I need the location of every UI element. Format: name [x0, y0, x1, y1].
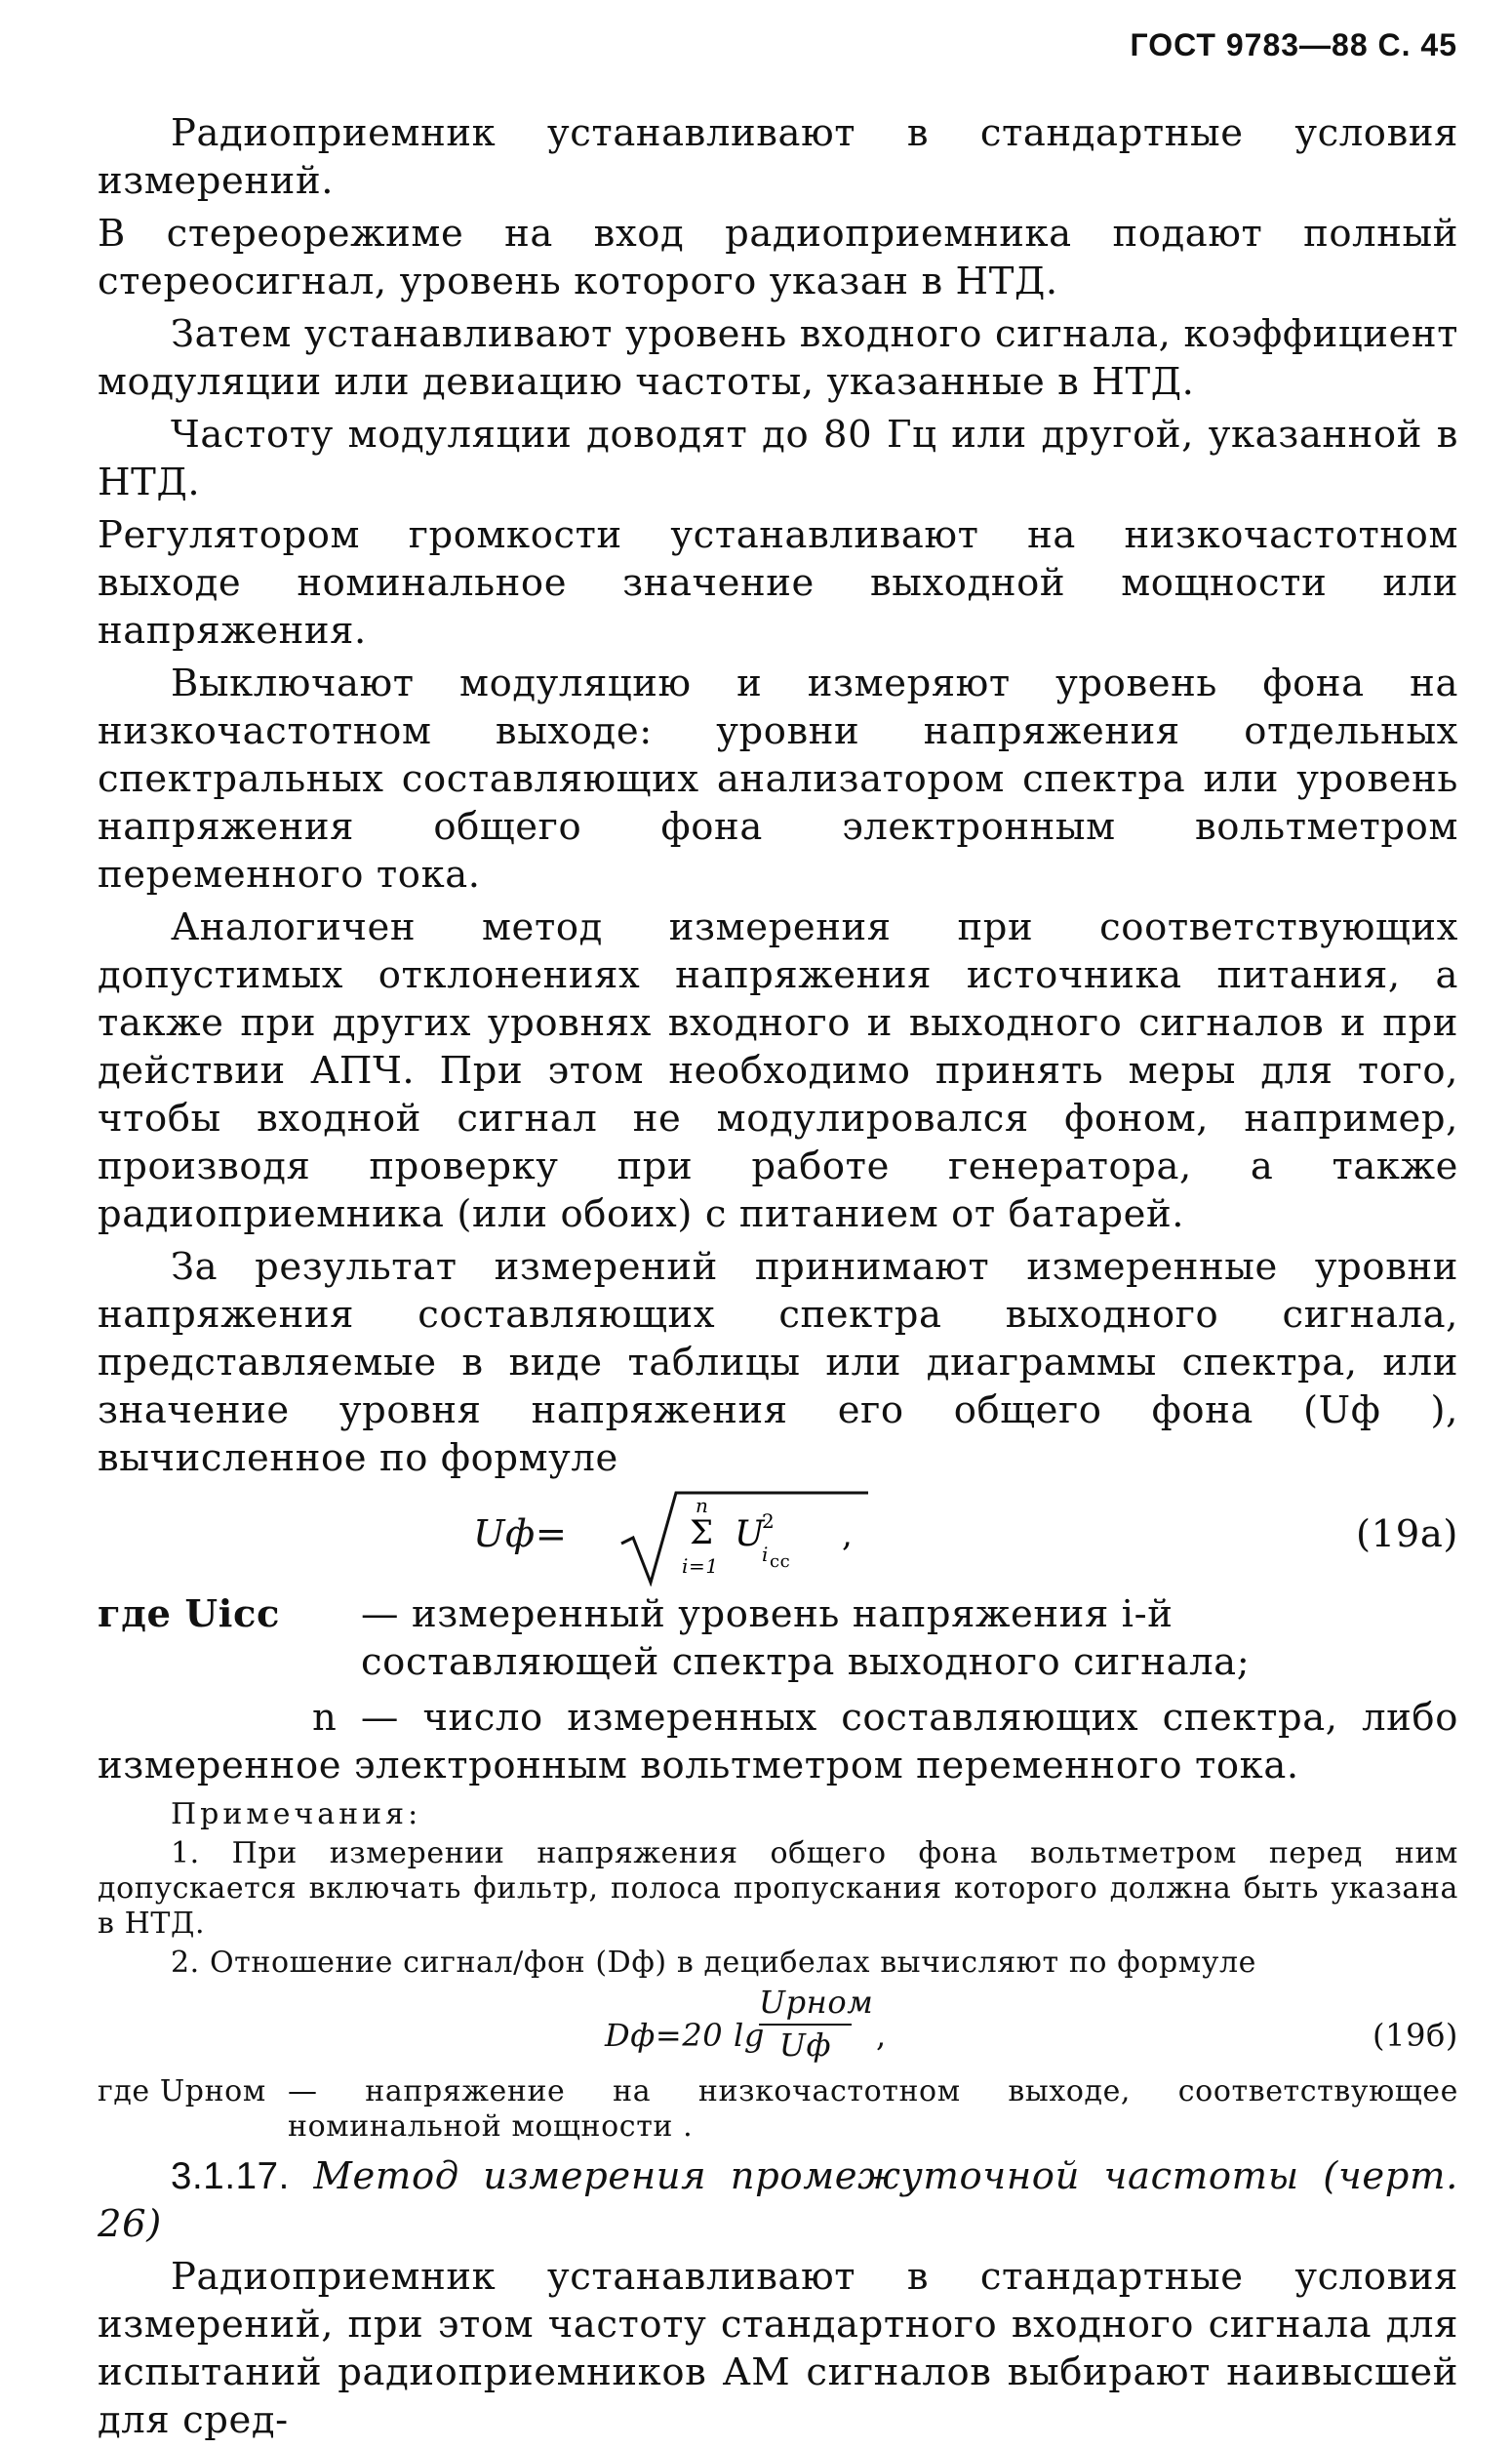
formula-explanation [98, 1590, 1458, 1694]
svg-text:U: U [735, 1514, 765, 1554]
svg-text:n: n [696, 1494, 709, 1517]
formula-19b [98, 1985, 1458, 2074]
formula-lhs: Dф=20 lg [605, 2017, 765, 2054]
page-header: ГОСТ 9783—88 С. 45 [1130, 27, 1457, 62]
formula-fraction [759, 1984, 874, 2064]
paragraph: В стереорежиме на вход радиоприемника подают полный стереосигнал, уровень которого указан в НТД. [98, 212, 1458, 303]
notes-title: Примечания: [171, 1797, 422, 1831]
paragraph: Радиоприемник устанавливают в стандартные условия измерений. [98, 111, 1458, 203]
section-number: 3.1.17. [171, 2155, 290, 2197]
section-title: Метод измерения промежуточной частоты (черт. 26) [98, 2154, 1458, 2246]
where-definition: — измеренный уровень напряжения i-й составляющей спектра выходного сигнала; [361, 1592, 1251, 1684]
svg-text:2: 2 [762, 1509, 776, 1533]
document-body [98, 109, 1458, 2449]
note-1: 1. При измерении напряжения общего фона вольтметром перед ним допускается включать фильтр, полоса пропускания которого должна быть указана в НТД. [98, 1836, 1458, 1941]
fraction-numerator: Upном [759, 1985, 852, 2026]
svg-text:i=1: i=1 [682, 1554, 719, 1578]
formula-comma: , [876, 2017, 887, 2054]
svg-text:,: , [842, 1515, 854, 1554]
svg-text:i: i [762, 1543, 769, 1566]
svg-text:cc: cc [770, 1551, 791, 1572]
paragraph: Выключают модуляцию и измеряют уровень фона на низкочастотном выходе: уровни напряжения отдельных спектральных составляющих анализатором спектра или уровень напряжения общего фона электронным вольтметром переменного тока. [98, 662, 1458, 897]
formula-lhs: Uф= [473, 1512, 568, 1556]
paragraph: Частоту модуляции доводят до 80 Гц или другой, указанной в НТД. [98, 413, 1458, 504]
paragraph: Регулятором громкости устанавливают на низкочастотном выходе номинальное значение выходной мощности или напряжения. [98, 513, 1458, 653]
fraction-denominator: Uф [778, 2027, 832, 2064]
paragraph: Затем устанавливают уровень входного сигнала, коэффициент модуляции или девиацию частоты, указанные в НТД. [98, 312, 1458, 404]
paragraph: Радиоприемник устанавливают в стандартные условия измерений, при этом частоту стандартного входного сигнала для испытаний радиоприемников АМ сигналов выбирают наивысшей для сред- [98, 2255, 1458, 2442]
formula-root-sum [619, 1489, 873, 1586]
paragraph: Аналогичен метод измерения при соответствующих допустимых отклонениях напряжения источника питания, а также при других уровнях входного и выходного сигналов и при действии АПЧ. При этом необходимо принять меры для того, чтобы входной сигнал не модулировался фоном, например, производя проверку при работе генератора, а также радиоприемника (или обоих) с питанием от батарей. [98, 905, 1458, 1236]
formula-19a [98, 1487, 1458, 1585]
paragraph: За результат измерений принимают измеренные уровни напряжения составляющих спектра выходного сигнала, представляемые в виде таблицы или диаграммы спектра, или значение уровня напряжения его общего фона (Uф ), вычисленное по формуле [98, 1245, 1458, 1480]
formula-number: (19б) [1373, 2017, 1458, 2054]
where-definition-n: n — число измеренных составляющих спектра, либо измеренное электронным вольтметром переменного тока. [98, 1696, 1458, 1787]
formula-explanation [98, 2074, 1458, 2152]
svg-text:Σ: Σ [690, 1513, 714, 1552]
formula-number: (19а) [1356, 1512, 1458, 1556]
where-label: где Upном [98, 2074, 266, 2108]
where-definition: — напряжение на низкочастотном выходе, соответствующее номинальной мощности . [288, 2074, 1458, 2144]
note-2: 2. Отношение сигнал/фон (Dф) в децибелах вычисляют по формуле [171, 1946, 1256, 1980]
notes-block [98, 1797, 1458, 2152]
section-heading [98, 2152, 1458, 2248]
where-label: где Uiсс [98, 1592, 281, 1636]
